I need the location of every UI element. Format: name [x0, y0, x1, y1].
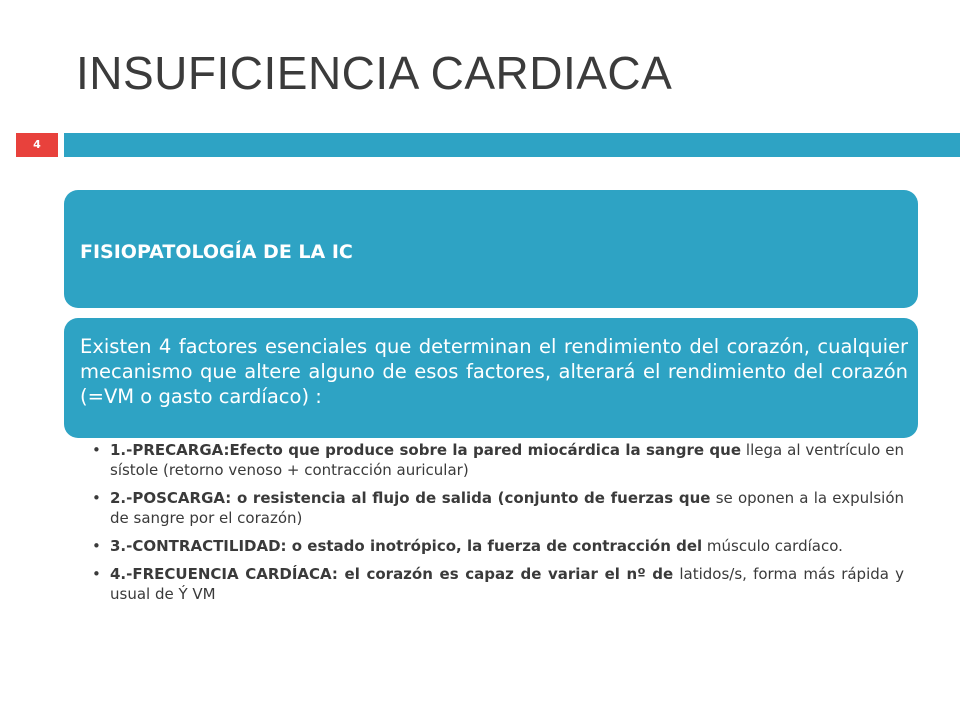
list-item [92, 564, 904, 604]
factors-list [92, 440, 904, 612]
item-bold-text: 3.-CONTRACTILIDAD: o estado inotrópico, la fuerza de contracción del [110, 537, 703, 555]
list-item [92, 488, 904, 528]
item-text: se oponen a la expulsión de sangre por el corazón) [110, 489, 904, 527]
intro-panel [64, 318, 918, 438]
section-heading-panel [64, 190, 918, 308]
section-heading: FISIOPATOLOGÍA DE LA IC [80, 241, 353, 263]
bullet-icon: • [92, 441, 101, 459]
bullet-icon: • [92, 489, 101, 507]
item-text: latidos/s, forma más rápida y usual de Ý VM [110, 565, 904, 603]
item-text: músculo cardíaco. [702, 537, 843, 555]
item-bold-text: 4.-FRECUENCIA CARDÍACA: el corazón es capaz de variar el nº de [110, 565, 674, 583]
item-text: llega al ventrículo en sístole (retorno venoso + contracción auricular) [110, 441, 904, 479]
list-item [92, 536, 904, 556]
bullet-icon: • [92, 565, 101, 583]
header-bar [64, 133, 960, 157]
item-bold-text: 2.-POSCARGA: o resistencia al flujo de salida (conjunto de fuerzas que [110, 489, 711, 507]
slide-title: INSUFICIENCIA CARDIACA [76, 47, 673, 99]
bullet-icon: • [92, 537, 101, 555]
intro-text: Existen 4 factores esenciales que determinan el rendimiento del corazón, cualquier mecanismo que altere alguno de esos factores, alterará el rendimiento del corazón (=VM o gasto cardíaco) : [80, 335, 908, 408]
list-item [92, 440, 904, 480]
item-bold-text: 1.-PRECARGA:Efecto que produce sobre la pared miocárdica la sangre que [110, 441, 741, 459]
slide-number: 4 [16, 133, 58, 157]
